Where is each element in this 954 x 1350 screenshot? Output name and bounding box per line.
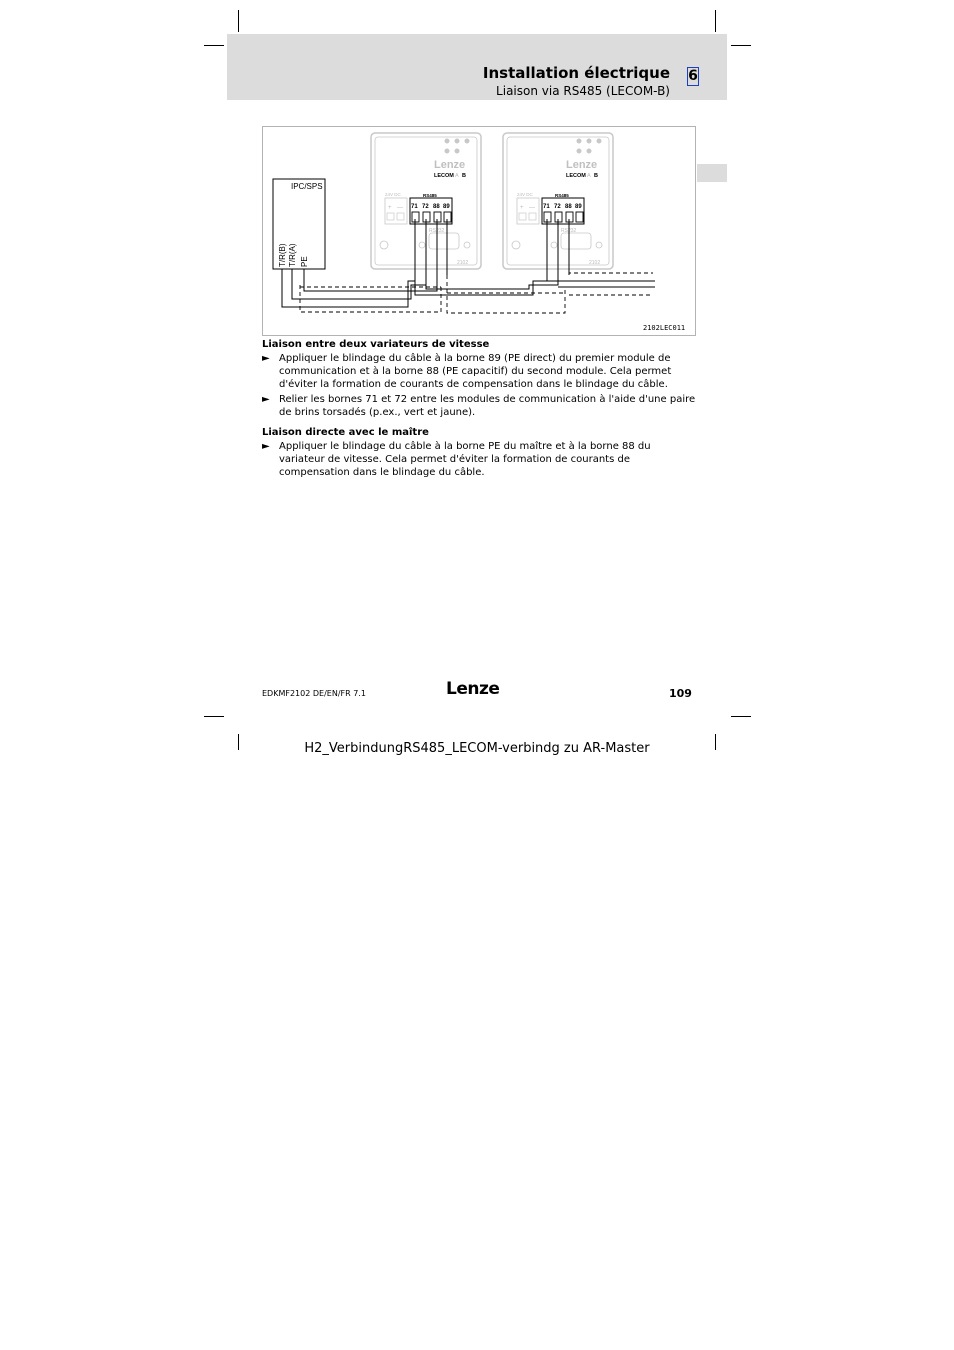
- master-pin-tra: T/R(A): [288, 243, 297, 267]
- chapter-number[interactable]: 6: [688, 68, 698, 84]
- section-heading-1: Liaison entre deux variateurs de vitesse: [262, 339, 490, 350]
- module-1-logo: Lenze: [434, 159, 466, 171]
- module-1-number: 2102: [457, 260, 469, 266]
- file-slug: H2_VerbindungRS485_LECOM-verbindg zu AR-Master: [304, 741, 650, 756]
- module-1-terminal-71: 71: [411, 204, 418, 210]
- module-2-supply-minus: —: [529, 205, 535, 211]
- page-subtitle: Liaison via RS485 (LECOM-B): [496, 84, 670, 98]
- master-label: IPC/SPS: [291, 182, 323, 191]
- list-item: [262, 393, 698, 419]
- module-1-supply-label: 24V DC: [385, 192, 401, 197]
- module-2-terminal-89: 89: [575, 204, 582, 210]
- crop-mark: [731, 716, 751, 717]
- module-1-terminal-88: 88: [433, 204, 440, 210]
- module-1-name-b: B: [462, 173, 466, 179]
- module-2-supply-plus: +: [520, 205, 524, 211]
- module-2-logo: Lenze: [566, 159, 598, 171]
- crop-mark: [204, 716, 224, 717]
- module-2-rs485-label: RS485: [555, 193, 569, 198]
- crop-mark: [204, 45, 224, 46]
- module-1-supply-plus: +: [388, 205, 392, 211]
- list-item-text: Appliquer le blindage du câble à la borne 89 (PE direct) du premier module de communication et à la borne 88 (PE capacitif) du second module. Cela permet d'éviter la formation de courants de compensation dans le blindage du câble.: [279, 353, 672, 390]
- module-2-supply-label: 24V DC: [517, 192, 533, 197]
- chapter-tab: [697, 164, 727, 182]
- list-item: [262, 352, 698, 391]
- page-title: Installation électrique: [482, 64, 670, 82]
- module-1-terminal-89: 89: [443, 204, 450, 210]
- crop-mark: [715, 10, 716, 32]
- list-item-text: Appliquer le blindage du câble à la borne PE du maître et à la borne 88 du variateur de vitesse. Cela permet d'éviter la formation de courants de compensation dans le blindage du câble.: [279, 441, 651, 478]
- module-2-terminal-71: 71: [543, 204, 550, 210]
- section-1-list: [262, 352, 698, 419]
- crop-mark: [238, 10, 239, 32]
- section-2-list: [262, 440, 698, 479]
- lenze-logo: Lenze: [446, 679, 500, 699]
- bullet-arrow-icon: ►: [262, 441, 270, 452]
- module-2-rs232-label: RS232: [561, 228, 577, 234]
- crop-mark: [731, 45, 751, 46]
- bullet-arrow-icon: ►: [262, 394, 270, 405]
- list-item: [262, 440, 698, 479]
- module-2-number: 2102: [589, 260, 601, 266]
- section-heading-2: Liaison directe avec le maître: [262, 427, 429, 438]
- module-2-name-b: B: [594, 173, 598, 179]
- module-1-rs485-label: RS485: [423, 193, 437, 198]
- body-text: [262, 338, 698, 482]
- wiring-diagram: [262, 126, 696, 336]
- page-number: 109: [669, 687, 692, 700]
- module-1-supply-minus: —: [397, 205, 403, 211]
- bullet-arrow-icon: ►: [262, 353, 270, 364]
- master-pin-pe: PE: [300, 256, 309, 267]
- module-2-terminal-72: 72: [554, 204, 561, 210]
- figure-id: 2102LEC011: [643, 324, 686, 332]
- module-1-name-a: A: [455, 173, 459, 179]
- module-1-rs232-label: RS232: [429, 228, 445, 234]
- master-pin-trb: T/R(B): [278, 243, 287, 267]
- module-2-terminal-88: 88: [565, 204, 572, 210]
- module-1-name: LECOM: [434, 173, 454, 179]
- module-2-name: LECOM: [566, 173, 586, 179]
- list-item-text: Relier les bornes 71 et 72 entre les modules de communication à l'aide d'une paire de brins torsadés (p.ex., vert et jaune).: [279, 394, 696, 418]
- module-1-terminal-72: 72: [422, 204, 429, 210]
- module-2-name-a: A: [587, 173, 591, 179]
- doc-code: EDKMF2102 DE/EN/FR 7.1: [262, 689, 366, 698]
